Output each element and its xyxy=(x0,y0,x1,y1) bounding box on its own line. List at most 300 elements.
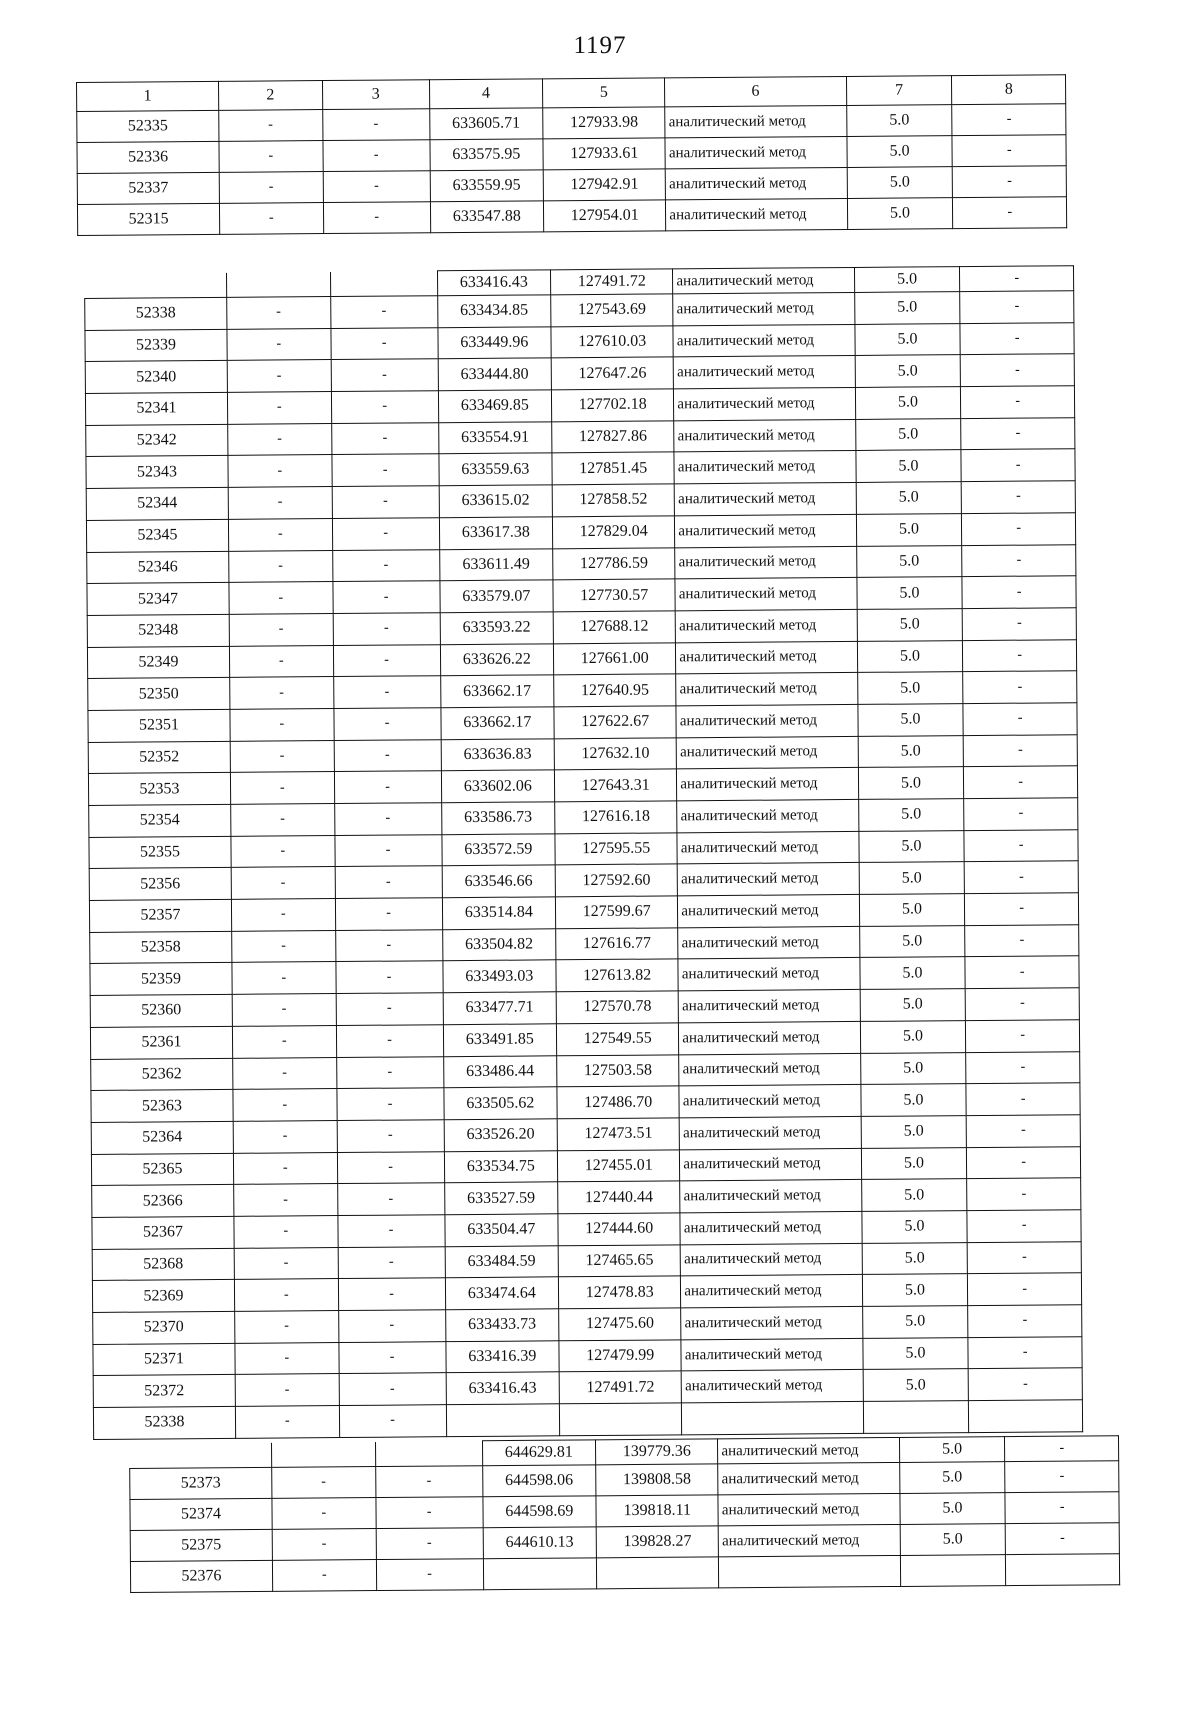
point-number-cell: 52373 xyxy=(130,1467,272,1499)
point-number-cell: 52337 xyxy=(77,172,219,204)
method-cell: аналитический метод xyxy=(665,105,846,137)
col3-cell: - xyxy=(376,1497,483,1529)
note-cell: - xyxy=(953,166,1067,198)
method-cell: аналитический метод xyxy=(677,768,858,801)
method-cell: аналитический метод xyxy=(675,609,856,642)
y-coordinate-cell: 127444.60 xyxy=(558,1213,680,1246)
col3-cell: - xyxy=(322,109,429,141)
x-coordinate-cell: 633572.59 xyxy=(441,834,555,867)
point-number-cell: 52338 xyxy=(93,1406,235,1439)
accuracy-cell: 5.0 xyxy=(856,545,962,578)
col3-cell: - xyxy=(336,993,443,1026)
note-cell: - xyxy=(962,513,1076,546)
x-coordinate-cell: 633434.85 xyxy=(437,295,551,328)
col2-cell: - xyxy=(228,487,332,520)
col2-cell: - xyxy=(229,613,333,646)
accuracy-cell: 5.0 xyxy=(847,167,953,199)
x-coordinate-cell: 633534.75 xyxy=(444,1150,558,1183)
col2-cell: - xyxy=(230,740,334,773)
point-number-cell: 52355 xyxy=(89,836,231,869)
method-cell: аналитический метод xyxy=(673,292,854,325)
x-coordinate-cell: 633615.02 xyxy=(439,485,553,518)
note-cell: - xyxy=(961,417,1075,450)
col2-cell: - xyxy=(227,297,331,330)
y-coordinate-cell: 127592.60 xyxy=(555,864,677,897)
x-coordinate-cell: 633505.62 xyxy=(443,1087,557,1120)
point-number-cell: 52352 xyxy=(88,741,230,774)
method-cell: аналитический метод xyxy=(681,1306,862,1339)
note-cell: - xyxy=(960,291,1074,324)
y-coordinate-cell: 127570.78 xyxy=(556,991,678,1024)
col3-cell: - xyxy=(335,834,442,867)
method-cell: аналитический метод xyxy=(666,198,847,230)
point-number-cell: 52367 xyxy=(92,1216,234,1249)
method-cell: аналитический метод xyxy=(676,736,857,769)
y-coordinate-cell: 127475.60 xyxy=(559,1308,681,1341)
col3-cell: - xyxy=(338,1278,445,1311)
accuracy-cell: 5.0 xyxy=(860,1052,966,1085)
note-cell: - xyxy=(964,798,1078,831)
x-coordinate-cell: 633617.38 xyxy=(439,517,553,550)
col3-cell: - xyxy=(334,708,441,741)
x-coordinate-cell: 633662.17 xyxy=(440,707,554,740)
col2-cell: - xyxy=(230,772,334,805)
point-number-cell: 52346 xyxy=(87,551,229,584)
accuracy-cell: 5.0 xyxy=(858,830,964,863)
col3-cell: - xyxy=(332,518,439,551)
col2-cell: - xyxy=(219,203,323,235)
col2-cell: - xyxy=(233,1089,337,1122)
point-number-cell: 52341 xyxy=(85,392,227,425)
blank-cell xyxy=(900,1555,1006,1587)
header-cell: 2 xyxy=(218,81,322,111)
coordinates-table-2 xyxy=(84,265,1083,1439)
col2-cell: - xyxy=(228,455,332,488)
accuracy-cell: 5.0 xyxy=(899,1493,1005,1525)
point-number-cell: 52351 xyxy=(88,709,230,742)
accuracy-cell: 5.0 xyxy=(899,1462,1005,1494)
x-coordinate-cell: 633559.95 xyxy=(430,170,544,202)
col3-cell: - xyxy=(375,1466,482,1498)
col3-cell: - xyxy=(337,1151,444,1184)
header-cell: 3 xyxy=(322,80,429,110)
col2-cell: - xyxy=(231,899,335,932)
note-cell: - xyxy=(964,829,1078,862)
col3-cell: - xyxy=(331,391,438,424)
x-coordinate-cell: 633493.03 xyxy=(442,960,556,993)
y-coordinate-cell: 127643.31 xyxy=(554,769,676,802)
note-cell: - xyxy=(960,266,1074,292)
col3-cell: - xyxy=(335,898,442,931)
point-number-cell: 52350 xyxy=(88,678,230,711)
col2-cell: - xyxy=(227,360,331,393)
col3-cell: - xyxy=(339,1373,446,1406)
x-coordinate-cell: 633514.84 xyxy=(442,897,556,930)
col3-cell: - xyxy=(323,202,430,234)
note-cell: - xyxy=(968,1241,1082,1274)
col3-cell: - xyxy=(336,961,443,994)
col2-cell: - xyxy=(229,550,333,583)
col2-cell: - xyxy=(219,141,323,173)
accuracy-cell: 5.0 xyxy=(855,418,961,451)
y-coordinate-cell: 127702.18 xyxy=(552,389,674,422)
col3-cell: - xyxy=(323,171,430,203)
method-cell: аналитический метод xyxy=(673,267,854,293)
method-cell: аналитический метод xyxy=(680,1211,861,1244)
method-cell: аналитический метод xyxy=(677,799,858,832)
point-number-cell: 52361 xyxy=(90,1026,232,1059)
x-coordinate-cell: 633469.85 xyxy=(438,390,552,423)
method-cell: аналитический метод xyxy=(679,1116,860,1149)
y-coordinate-cell: 127440.44 xyxy=(558,1181,680,1214)
accuracy-cell: 5.0 xyxy=(861,1115,967,1148)
x-coordinate-cell: 644610.13 xyxy=(483,1527,597,1559)
y-coordinate-cell: 127933.61 xyxy=(543,138,665,170)
point-number-cell: 52335 xyxy=(77,110,219,142)
note-cell: - xyxy=(961,449,1075,482)
note-cell: - xyxy=(964,766,1078,799)
accuracy-cell: 5.0 xyxy=(862,1337,968,1370)
y-coordinate-cell: 127473.51 xyxy=(557,1118,679,1151)
method-cell: аналитический метод xyxy=(675,514,856,547)
col2-cell: - xyxy=(234,1279,338,1312)
col3-cell: - xyxy=(337,1183,444,1216)
col2-cell: - xyxy=(235,1374,339,1407)
y-coordinate-cell: 127632.10 xyxy=(554,737,676,770)
x-coordinate-cell: 633416.39 xyxy=(445,1340,559,1373)
y-coordinate-cell: 127942.91 xyxy=(543,169,665,201)
x-coordinate-cell: 633575.95 xyxy=(430,139,544,171)
accuracy-cell: 5.0 xyxy=(899,1437,1005,1463)
accuracy-cell: 5.0 xyxy=(854,292,960,325)
x-coordinate-cell: 633593.22 xyxy=(440,612,554,645)
col2-cell: - xyxy=(232,994,336,1027)
col2-cell: - xyxy=(232,930,336,963)
point-number-cell: 52354 xyxy=(89,804,231,837)
method-cell: аналитический метод xyxy=(681,1370,862,1403)
accuracy-cell: 5.0 xyxy=(861,1211,967,1244)
point-number-cell: 52348 xyxy=(87,614,229,647)
method-cell: аналитический метод xyxy=(674,419,855,452)
col2-cell: - xyxy=(229,582,333,615)
method-cell: аналитический метод xyxy=(665,136,846,168)
note-cell: - xyxy=(966,1020,1080,1053)
accuracy-cell: 5.0 xyxy=(859,925,965,958)
col2-cell: - xyxy=(235,1342,339,1375)
point-number-cell: 52360 xyxy=(90,994,232,1027)
col2-cell: - xyxy=(227,392,331,425)
point-number-cell: 52343 xyxy=(86,456,228,489)
col3-cell: - xyxy=(323,140,430,172)
col2-cell: - xyxy=(219,110,323,142)
point-number-cell: 52338 xyxy=(85,297,227,330)
col2-cell: - xyxy=(272,1560,376,1592)
y-coordinate-cell: 127858.52 xyxy=(552,484,674,517)
y-coordinate-cell: 127503.58 xyxy=(557,1054,679,1087)
note-cell: - xyxy=(963,639,1077,672)
accuracy-cell: 5.0 xyxy=(856,513,962,546)
col3-cell: - xyxy=(331,327,438,360)
y-coordinate-cell: 127599.67 xyxy=(555,896,677,929)
col3-cell: - xyxy=(333,644,440,677)
blank-cell xyxy=(596,1557,718,1589)
col2-cell: - xyxy=(230,677,334,710)
note-cell: - xyxy=(953,197,1067,229)
y-coordinate-cell: 127479.99 xyxy=(559,1340,681,1373)
method-cell: аналитический метод xyxy=(678,894,859,927)
point-number-cell: 52349 xyxy=(87,646,229,679)
col3-cell: - xyxy=(336,1056,443,1089)
point-number-cell: 52356 xyxy=(89,868,231,901)
method-cell: аналитический метод xyxy=(675,578,856,611)
header-cell: 4 xyxy=(429,79,543,109)
x-coordinate-cell: 633579.07 xyxy=(439,580,553,613)
col2-cell: - xyxy=(235,1311,339,1344)
note-cell: - xyxy=(1005,1492,1119,1524)
point-number-cell: 52366 xyxy=(92,1185,234,1218)
col2-cell: - xyxy=(272,1498,376,1530)
accuracy-cell: 5.0 xyxy=(858,735,964,768)
accuracy-cell: 5.0 xyxy=(861,1179,967,1212)
y-coordinate-cell: 139779.36 xyxy=(596,1439,718,1465)
x-coordinate-cell: 633636.83 xyxy=(441,738,555,771)
blank-cell xyxy=(969,1400,1083,1433)
blank-cell xyxy=(375,1441,482,1467)
note-cell: - xyxy=(952,104,1066,136)
note-cell: - xyxy=(964,734,1078,767)
x-coordinate-cell: 633602.06 xyxy=(441,770,555,803)
point-number-cell: 52315 xyxy=(77,203,219,235)
method-cell: аналитический метод xyxy=(718,1462,899,1494)
method-cell: аналитический метод xyxy=(678,926,859,959)
col3-cell: - xyxy=(334,803,441,836)
accuracy-cell: 5.0 xyxy=(855,355,961,388)
method-cell: аналитический метод xyxy=(674,451,855,484)
y-coordinate-cell: 127455.01 xyxy=(557,1149,679,1182)
method-cell: аналитический метод xyxy=(680,1243,861,1276)
col2-cell: - xyxy=(233,1152,337,1185)
x-coordinate-cell: 633626.22 xyxy=(440,643,554,676)
note-cell: - xyxy=(965,956,1079,989)
point-number-cell: 52368 xyxy=(92,1248,234,1281)
note-cell: - xyxy=(1005,1436,1119,1462)
col2-cell: - xyxy=(231,835,335,868)
note-cell: - xyxy=(962,544,1076,577)
col3-cell: - xyxy=(338,1215,445,1248)
method-cell: аналитический метод xyxy=(679,1053,860,1086)
note-cell: - xyxy=(966,1083,1080,1116)
accuracy-cell: 5.0 xyxy=(857,640,963,673)
col3-cell: - xyxy=(337,1120,444,1153)
col3-cell: - xyxy=(332,454,439,487)
col3-cell: - xyxy=(338,1341,445,1374)
note-cell: - xyxy=(968,1305,1082,1338)
method-cell: аналитический метод xyxy=(679,1085,860,1118)
point-number-cell: 52359 xyxy=(90,963,232,996)
x-coordinate-cell: 633526.20 xyxy=(444,1119,558,1152)
method-cell: аналитический метод xyxy=(681,1275,862,1308)
note-cell: - xyxy=(1005,1461,1119,1493)
accuracy-cell: 5.0 xyxy=(855,387,961,420)
point-number-cell: 52364 xyxy=(91,1121,233,1154)
table-row xyxy=(130,1554,1119,1593)
point-number-cell: 52344 xyxy=(86,487,228,520)
col2-cell: - xyxy=(272,1467,376,1499)
accuracy-cell: 5.0 xyxy=(846,105,952,137)
y-coordinate-cell: 139818.11 xyxy=(596,1495,718,1527)
note-cell: - xyxy=(969,1368,1083,1401)
blank-cell xyxy=(559,1403,681,1436)
col2-cell: - xyxy=(228,423,332,456)
point-number-cell: 52336 xyxy=(77,141,219,173)
col3-cell: - xyxy=(338,1246,445,1279)
blank-cell xyxy=(271,1442,375,1468)
col2-cell: - xyxy=(234,1247,338,1280)
x-coordinate-cell: 644598.69 xyxy=(482,1496,596,1528)
method-cell: аналитический метод xyxy=(680,1180,861,1213)
method-cell: аналитический метод xyxy=(718,1524,899,1556)
col2-cell: - xyxy=(232,1025,336,1058)
accuracy-cell: 5.0 xyxy=(860,1084,966,1117)
header-cell: 1 xyxy=(77,81,219,111)
y-coordinate-cell: 127786.59 xyxy=(553,547,675,580)
col2-cell: - xyxy=(227,328,331,361)
col3-cell: - xyxy=(334,771,441,804)
blank-cell xyxy=(483,1558,597,1590)
y-coordinate-cell: 127933.98 xyxy=(543,107,665,139)
y-coordinate-cell: 127595.55 xyxy=(555,833,677,866)
blank-cell xyxy=(85,272,227,298)
col3-cell: - xyxy=(376,1528,483,1560)
x-coordinate-cell: 633491.85 xyxy=(443,1024,557,1057)
col3-cell: - xyxy=(338,1310,445,1343)
blank-cell xyxy=(1006,1554,1120,1586)
y-coordinate-cell: 139808.58 xyxy=(596,1464,718,1496)
note-cell: - xyxy=(967,1146,1081,1179)
point-number-cell: 52372 xyxy=(93,1375,235,1408)
point-number-cell: 52375 xyxy=(130,1529,272,1561)
col3-cell: - xyxy=(331,422,438,455)
y-coordinate-cell: 127616.77 xyxy=(556,928,678,961)
note-cell: - xyxy=(1006,1523,1120,1555)
note-cell: - xyxy=(963,703,1077,736)
col2-cell: - xyxy=(230,708,334,741)
col3-cell: - xyxy=(330,296,437,329)
accuracy-cell: 5.0 xyxy=(861,1147,967,1180)
accuracy-cell: 5.0 xyxy=(862,1242,968,1275)
blank-cell xyxy=(682,1401,863,1434)
point-number-cell: 52370 xyxy=(93,1311,235,1344)
accuracy-cell: 5.0 xyxy=(857,672,963,705)
y-coordinate-cell: 127543.69 xyxy=(551,294,673,327)
x-coordinate-cell: 633527.59 xyxy=(444,1182,558,1215)
y-coordinate-cell: 127549.55 xyxy=(556,1023,678,1056)
col3-cell: - xyxy=(333,676,440,709)
note-cell: - xyxy=(968,1336,1082,1369)
method-cell: аналитический метод xyxy=(718,1493,899,1525)
y-coordinate-cell: 127478.83 xyxy=(558,1276,680,1309)
col3-cell: - xyxy=(335,866,442,899)
accuracy-cell: 5.0 xyxy=(854,267,960,293)
x-coordinate-cell: 633504.47 xyxy=(444,1214,558,1247)
y-coordinate-cell: 127486.70 xyxy=(557,1086,679,1119)
point-number-cell: 52342 xyxy=(86,424,228,457)
note-cell: - xyxy=(960,322,1074,355)
point-number-cell: 52362 xyxy=(91,1058,233,1091)
header-cell: 7 xyxy=(846,76,952,106)
header-cell: 8 xyxy=(952,75,1066,105)
accuracy-cell: 5.0 xyxy=(863,1369,969,1402)
y-coordinate-cell: 127851.45 xyxy=(552,452,674,485)
point-number-cell: 52371 xyxy=(93,1343,235,1376)
method-cell: аналитический метод xyxy=(678,990,859,1023)
note-cell: - xyxy=(966,988,1080,1021)
y-coordinate-cell: 127640.95 xyxy=(554,674,676,707)
col2-cell: - xyxy=(229,645,333,678)
y-coordinate-cell: 127647.26 xyxy=(551,357,673,390)
y-coordinate-cell: 127622.67 xyxy=(554,706,676,739)
col2-cell: - xyxy=(219,172,323,204)
method-cell: аналитический метод xyxy=(674,388,855,421)
method-cell: аналитический метод xyxy=(673,324,854,357)
blank-cell xyxy=(863,1401,969,1434)
y-coordinate-cell: 127491.72 xyxy=(559,1371,681,1404)
x-coordinate-cell: 644598.06 xyxy=(482,1465,596,1497)
x-coordinate-cell: 633504.82 xyxy=(442,929,556,962)
col2-cell: - xyxy=(235,1406,339,1439)
note-cell: - xyxy=(965,861,1079,894)
note-cell: - xyxy=(966,1051,1080,1084)
note-cell: - xyxy=(967,1115,1081,1148)
x-coordinate-cell: 644629.81 xyxy=(482,1440,596,1466)
table-row xyxy=(77,197,1066,236)
method-cell: аналитический метод xyxy=(674,356,855,389)
y-coordinate-cell: 127465.65 xyxy=(558,1244,680,1277)
x-coordinate-cell: 633554.91 xyxy=(438,422,552,455)
point-number-cell: 52357 xyxy=(89,899,231,932)
point-number-cell: 52345 xyxy=(86,519,228,552)
accuracy-cell: 5.0 xyxy=(855,450,961,483)
note-cell: - xyxy=(965,924,1079,957)
point-number-cell: 52363 xyxy=(91,1090,233,1123)
point-number-cell: 52353 xyxy=(88,773,230,806)
note-cell: - xyxy=(967,1178,1081,1211)
x-coordinate-cell: 633559.63 xyxy=(438,453,552,486)
col3-cell: - xyxy=(337,1088,444,1121)
method-cell: аналитический метод xyxy=(676,704,857,737)
point-number-cell: 52347 xyxy=(87,583,229,616)
method-cell: аналитический метод xyxy=(681,1338,862,1371)
method-cell: аналитический метод xyxy=(677,863,858,896)
x-coordinate-cell: 633611.49 xyxy=(439,548,553,581)
x-coordinate-cell: 633433.73 xyxy=(445,1309,559,1342)
page-number: 1197 xyxy=(573,32,627,59)
col2-cell: - xyxy=(233,1057,337,1090)
accuracy-cell: 5.0 xyxy=(856,577,962,610)
accuracy-cell: 5.0 xyxy=(857,704,963,737)
point-number-cell: 52339 xyxy=(85,329,227,362)
accuracy-cell: 5.0 xyxy=(860,989,966,1022)
note-cell: - xyxy=(952,135,1066,167)
x-coordinate-cell: 633477.71 xyxy=(443,992,557,1025)
note-cell: - xyxy=(965,893,1079,926)
y-coordinate-cell: 127827.86 xyxy=(552,421,674,454)
blank-cell xyxy=(446,1404,560,1437)
x-coordinate-cell: 633444.80 xyxy=(438,358,552,391)
coordinates-table-1 xyxy=(76,74,1067,236)
accuracy-cell: 5.0 xyxy=(859,894,965,927)
col2-cell: - xyxy=(231,867,335,900)
